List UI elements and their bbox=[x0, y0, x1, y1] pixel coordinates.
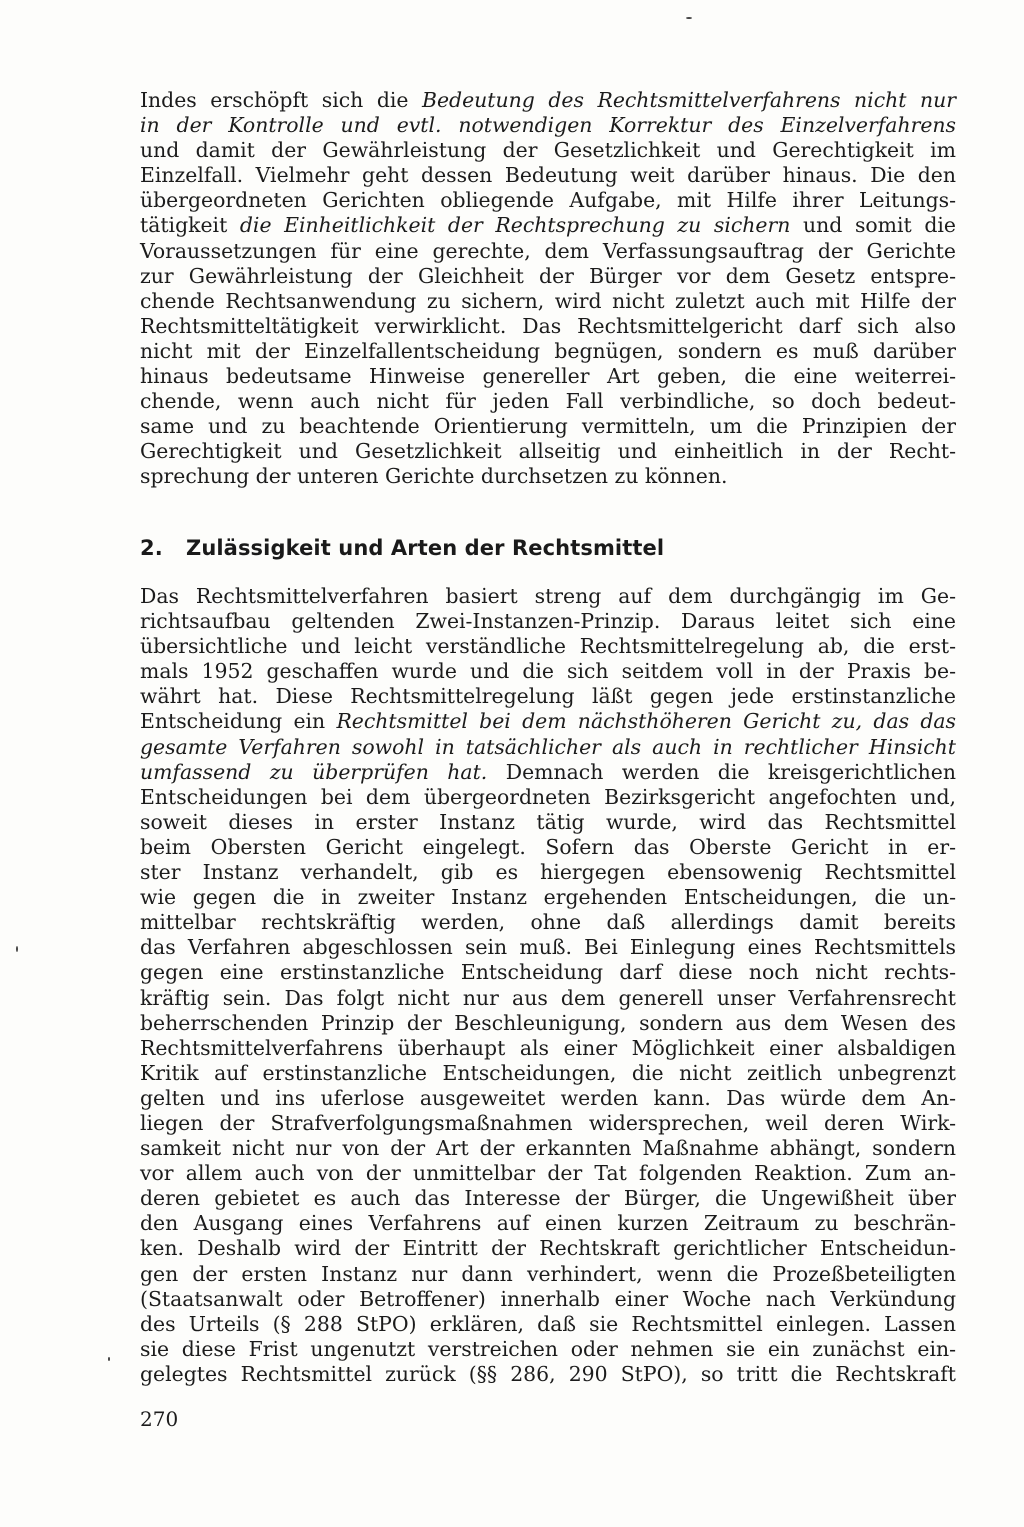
text-line: beherrschenden Prinzip der Beschleunigung, sondern aus dem Wesen des bbox=[140, 1010, 956, 1035]
print-speck-left bbox=[16, 946, 18, 952]
text-line: gesamte Verfahren sowohl in tatsächlicher als auch in rechtlicher Hinsicht bbox=[140, 734, 956, 759]
text-line: Einzelfall. Vielmehr geht dessen Bedeutung weit darüber hinaus. Die den bbox=[140, 163, 956, 188]
text-line: gelegtes Rechtsmittel zurück (§§ 286, 290 StPO), so tritt die Rechtskraft bbox=[140, 1361, 956, 1386]
section-number: 2. bbox=[140, 536, 163, 560]
text-line: same und zu beachtende Orientierung vermitteln, um die Prinzipien der bbox=[140, 414, 956, 439]
text-line: übergeordneten Gerichten obliegende Aufgabe, mit Hilfe ihrer Leitungs- bbox=[140, 188, 956, 213]
text-line: tätigkeit die Einheitlichkeit der Rechtsprechung zu sichern und somit die bbox=[140, 213, 956, 238]
print-speck-left-lower bbox=[108, 1357, 110, 1361]
text-line: Rechtsmitteltätigkeit verwirklicht. Das Rechtsmittelgericht darf sich also bbox=[140, 313, 956, 338]
text-line: mals 1952 geschaffen wurde und die sich seitdem voll in der Praxis be- bbox=[140, 659, 956, 684]
text-line: ster Instanz verhandelt, gib es hiergegen ebensowenig Rechtsmittel bbox=[140, 860, 956, 885]
text-line: hinaus bedeutsame Hinweise genereller Art geben, die eine weiterrei- bbox=[140, 364, 956, 389]
text-line: deren gebietet es auch das Interesse der Bürger, die Ungewißheit über bbox=[140, 1186, 956, 1211]
section-title: Zulässigkeit und Arten der Rechtsmittel bbox=[186, 536, 665, 560]
text-line: ken. Deshalb wird der Eintritt der Rechtskraft gerichtlicher Entscheidun- bbox=[140, 1236, 956, 1261]
text-line: das Verfahren abgeschlossen sein muß. Bei Einlegung eines Rechtsmittels bbox=[140, 935, 956, 960]
text-line: Entscheidungen bei dem übergeordneten Bezirksgericht angefochten und, bbox=[140, 784, 956, 809]
page-number: 270 bbox=[140, 1407, 179, 1431]
text-line: währt hat. Diese Rechtsmittelregelung läßt gegen jede erstinstanzliche bbox=[140, 684, 956, 709]
text-line: den Ausgang eines Verfahrens auf einen kurzen Zeitraum zu beschrän- bbox=[140, 1211, 956, 1236]
text-line: übersichtliche und leicht verständliche Rechtsmittelregelung ab, die erst- bbox=[140, 634, 956, 659]
text-line: Voraussetzungen für eine gerechte, dem Verfassungsauftrag der Gerichte bbox=[140, 238, 956, 263]
text-line: chende, wenn auch nicht für jeden Fall verbindliche, so doch bedeut- bbox=[140, 389, 956, 414]
text-line: sprechung der unteren Gerichte durchsetzen zu können. bbox=[140, 464, 728, 489]
text-line: vor allem auch von der unmittelbar der Tat folgenden Reaktion. Zum an- bbox=[140, 1161, 956, 1186]
print-speck-top bbox=[686, 17, 692, 19]
text-line: gegen eine erstinstanzliche Entscheidung darf diese noch nicht rechts- bbox=[140, 960, 956, 985]
text-line: Kritik auf erstinstanzliche Entscheidungen, die nicht zeitlich unbegrenzt bbox=[140, 1060, 956, 1085]
text-line: sie diese Frist ungenutzt verstreichen oder nehmen sie ein zunächst ein- bbox=[140, 1336, 956, 1361]
text-line: Indes erschöpft sich die Bedeutung des Rechtsmittelverfahrens nicht nur bbox=[140, 88, 956, 112]
section-heading bbox=[140, 536, 664, 560]
text-line: Entscheidung ein Rechtsmittel bei dem nächsthöheren Gericht zu, das das bbox=[140, 709, 957, 734]
text-line: samkeit nicht nur von der Art der erkannten Maßnahme abhängt, sondern bbox=[140, 1136, 956, 1161]
text-line: kräftig sein. Das folgt nicht nur aus dem generell unser Verfahrensrecht bbox=[140, 985, 956, 1010]
text-line: beim Obersten Gericht eingelegt. Sofern das Oberste Gericht in er- bbox=[140, 834, 956, 859]
paragraph-rechtsmittel-bedeutung bbox=[140, 88, 956, 490]
text-line: des Urteils (§ 288 StPO) erklären, daß sie Rechtsmittel einlegen. Lassen bbox=[140, 1311, 956, 1336]
text-line: soweit dieses in erster Instanz tätig wurde, wird das Rechtsmittel bbox=[140, 809, 956, 834]
text-line: zur Gewährleistung der Gleichheit der Bürger vor dem Gesetz entspre- bbox=[140, 263, 956, 288]
text-line: in der Kontrolle und evtl. notwendigen Korrektur des Einzelverfahrens bbox=[140, 113, 956, 138]
text-line: liegen der Strafverfolgungsmaßnahmen widersprechen, weil deren Wirk- bbox=[140, 1110, 956, 1135]
text-line: gelten und ins uferlose ausgeweitet werden kann. Das würde dem An- bbox=[140, 1085, 956, 1110]
text-line: gen der ersten Instanz nur dann verhindert, wenn die Prozeßbeteiligten bbox=[140, 1261, 956, 1286]
text-line: mittelbar rechtskräftig werden, ohne daß allerdings damit bereits bbox=[140, 910, 956, 935]
paragraph-zulaessigkeit bbox=[140, 584, 956, 1387]
text-line: richtsaufbau geltenden Zwei-Instanzen-Prinzip. Daraus leitet sich eine bbox=[140, 609, 956, 634]
text-line: Rechtsmittelverfahrens überhaupt als einer Möglichkeit einer alsbaldigen bbox=[140, 1035, 956, 1060]
text-line: chende Rechtsanwendung zu sichern, wird nicht zuletzt auch mit Hilfe der bbox=[140, 288, 956, 313]
text-line: und damit der Gewährleistung der Gesetzlichkeit und Gerechtigkeit im bbox=[140, 138, 956, 163]
text-line: wie gegen die in zweiter Instanz ergehenden Entscheidungen, die un- bbox=[140, 885, 956, 910]
text-line: (Staatsanwalt oder Betroffener) innerhalb einer Woche nach Verkündung bbox=[140, 1286, 956, 1311]
text-line: nicht mit der Einzelfallentscheidung begnügen, sondern es muß darüber bbox=[140, 338, 956, 363]
text-line: Das Rechtsmittelverfahren basiert streng auf dem durchgängig im Ge- bbox=[140, 584, 956, 608]
text-line: umfassend zu überprüfen hat. Demnach werden die kreisgerichtlichen bbox=[140, 759, 956, 784]
text-line: Gerechtigkeit und Gesetzlichkeit allseitig und einheitlich in der Recht- bbox=[140, 439, 956, 464]
